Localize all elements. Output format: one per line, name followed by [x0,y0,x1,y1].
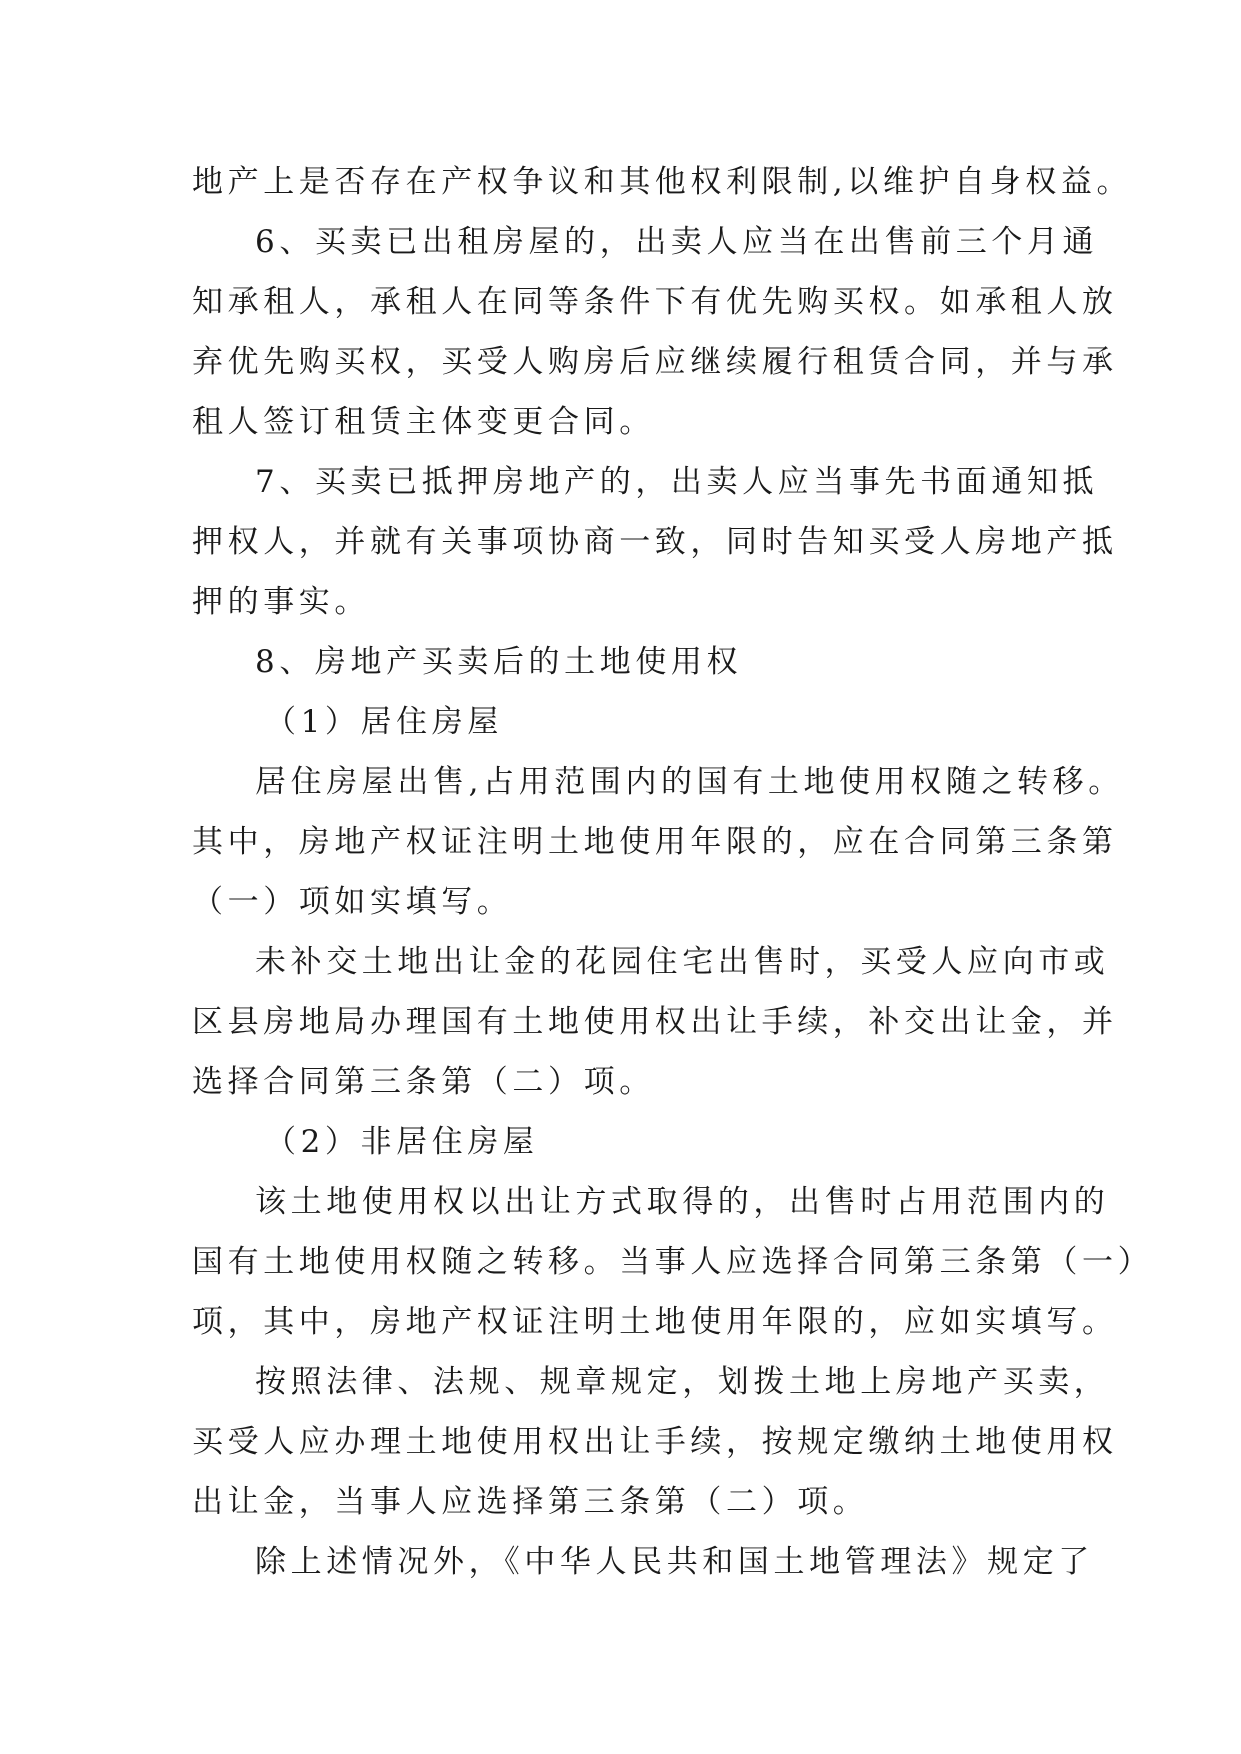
text-line: 项，其中，房地产权证注明土地使用年限的，应如实填写。 [192,1304,1118,1340]
subheading-non-residential: （2）非居住房屋 [265,1124,539,1160]
text-line: 租人签订租赁主体变更合同。 [192,404,655,440]
paragraph-line: 未补交土地出让金的花园住宅出售时，买受人应向市或 [255,944,1110,980]
text-line: 知承租人，承租人在同等条件下有优先购买权。如承租人放 [192,284,1118,320]
text-line: 国有土地使用权随之转移。当事人应选择合同第三条第（一） [192,1244,1154,1280]
text-line: （一）项如实填写。 [192,884,513,920]
text-line: 押权人，并就有关事项协商一致，同时告知买受人房地产抵 [192,524,1118,560]
text-line: 弃优先购买权，买受人购房后应继续履行租赁合同，并与承 [192,344,1118,380]
paragraph-line: 该土地使用权以出让方式取得的，出售时占用范围内的 [255,1184,1110,1220]
paragraph-line: 按照法律、法规、规章规定，划拨土地上房地产买卖， [255,1364,1110,1400]
text-line: 地产上是否存在产权争议和其他权利限制,以维护自身权益。 [192,164,1133,200]
text-line: 区县房地局办理国有土地使用权出让手续，补交出让金，并 [192,1004,1118,1040]
text-line: 出让金，当事人应选择第三条第（二）项。 [192,1484,869,1520]
text-line: 买受人应办理土地使用权出让手续，按规定缴纳土地使用权 [192,1424,1118,1460]
subheading-residential: （1）居住房屋 [265,704,503,740]
text-line: 选择合同第三条第（二）项。 [192,1064,655,1100]
paragraph-line: 居住房屋出售,占用范围内的国有土地使用权随之转移。 [255,764,1124,800]
text-line: 押的事实。 [192,584,370,620]
paragraph-line: 除上述情况外，《中华人民共和国土地管理法》规定了 [255,1544,1094,1580]
clause-6-line: 6、买卖已出租房屋的，出卖人应当在出售前三个月通 [255,224,1099,260]
clause-7-line: 7、买卖已抵押房地产的，出卖人应当事先书面通知抵 [255,464,1099,500]
clause-8-heading: 8、房地产买卖后的土地使用权 [255,644,743,680]
text-line: 其中，房地产权证注明土地使用年限的，应在合同第三条第 [192,824,1118,860]
